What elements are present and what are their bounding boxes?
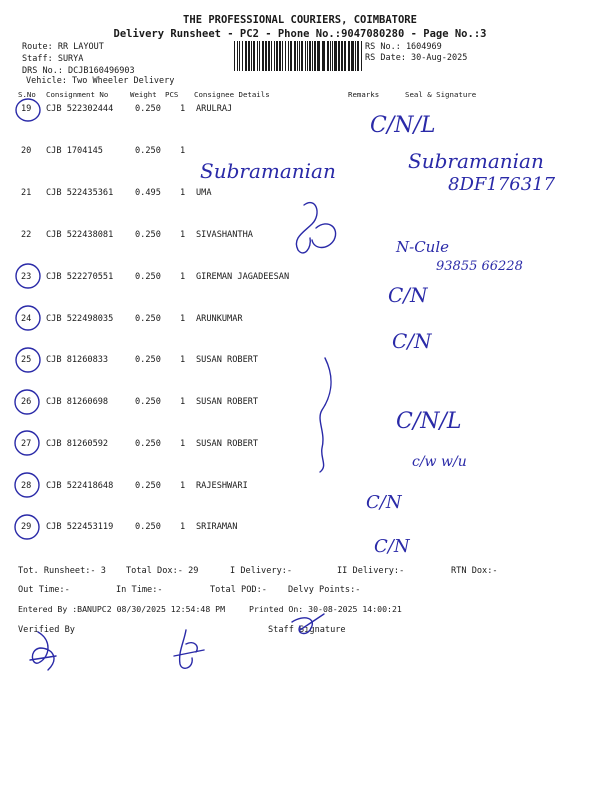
row-pcs: 1 — [180, 188, 186, 198]
row-weight: 0.250 — [135, 230, 161, 240]
barcode-bar — [348, 41, 350, 71]
barcode-bar — [285, 41, 286, 71]
barcode-bar — [341, 41, 343, 71]
hw-sig-20: Subramanian — [408, 149, 544, 173]
runsheet-title: Delivery Runsheet - PC2 - Phone No.:9047080280 - Page No.:3 — [113, 28, 487, 40]
verified-by-label: Verified By — [18, 625, 75, 635]
barcode-bar — [239, 41, 240, 71]
row-weight: 0.250 — [135, 146, 161, 156]
row-weight: 0.250 — [135, 439, 161, 449]
barcode-bar — [305, 41, 306, 71]
barcode-image — [234, 41, 362, 71]
drs-number: DRS No.: DCJB160496903 — [22, 66, 135, 76]
delvy-points: Delvy Points:- — [288, 585, 361, 595]
hw-phone-22: 93855 66228 — [436, 259, 523, 274]
row-consignee: GIREMAN JAGADEESAN — [196, 272, 290, 282]
row-weight: 0.250 — [135, 397, 161, 407]
row-consignee: SUSAN ROBERT — [196, 397, 259, 407]
row-pcs: 1 — [180, 439, 186, 449]
barcode-bar — [279, 41, 281, 71]
row-consignment: CJB 81260833 — [46, 355, 109, 365]
hw-cn-29: C/N — [374, 536, 410, 557]
row-consignment: CJB 522438081 — [46, 230, 114, 240]
row-weight: 0.250 — [135, 522, 161, 532]
barcode-bar — [294, 41, 296, 71]
row-sno: 20 — [21, 146, 32, 156]
barcode-bar — [317, 41, 320, 71]
barcode-bar — [357, 41, 359, 71]
col-sno: S.No — [18, 90, 36, 99]
barcode-bar — [265, 41, 267, 71]
printed-on: Printed On: 30-08-2025 14:00:21 — [249, 604, 402, 614]
hw-num-20: 8DF176317 — [448, 174, 556, 195]
barcode-bar — [251, 41, 252, 71]
entered-by: Entered By :BANUPC2 08/30/2025 12:54:48 PM — [18, 604, 226, 614]
barcode-bar — [248, 41, 250, 71]
hw-cnl-26: C/N/L — [396, 409, 462, 434]
barcode-bar — [322, 41, 325, 71]
barcode-bar — [262, 41, 264, 71]
col-remarks: Remarks — [348, 90, 380, 99]
row-sno: 29 — [21, 522, 32, 532]
barcode-bar — [276, 41, 278, 71]
barcode-bar — [299, 41, 300, 71]
hw-cn-24: C/N — [392, 329, 432, 353]
barcode-bar — [288, 41, 289, 71]
staff-label: Staff: SURYA — [22, 54, 84, 64]
barcode-bar — [237, 41, 238, 71]
barcode-bar — [314, 41, 316, 71]
signature-scribble — [296, 203, 335, 253]
row-pcs: 1 — [180, 481, 186, 491]
barcode-bar — [351, 41, 354, 71]
barcode-bar — [344, 41, 346, 71]
rtn-dox: RTN Dox:- — [451, 566, 498, 576]
verified-signature — [30, 632, 56, 670]
row-sno: 21 — [21, 188, 32, 198]
row-consignee: SIVASHANTHA — [196, 230, 253, 240]
barcode-bar — [259, 41, 260, 71]
row-consignment: CJB 81260592 — [46, 439, 109, 449]
row-consignment: CJB 522453119 — [46, 522, 114, 532]
row-sno: 23 — [21, 272, 32, 282]
hw-name-20: Subramanian — [200, 159, 336, 183]
col-weight: Weight — [130, 90, 157, 99]
row-consignment: CJB 522418648 — [46, 481, 114, 491]
row-consignee: SRIRAMAN — [196, 522, 238, 532]
row-weight: 0.250 — [135, 314, 161, 324]
hw-cn-28: C/N — [366, 492, 402, 513]
barcode-bar — [301, 41, 303, 71]
row-consignee: RAJESHWARI — [196, 481, 248, 491]
row-weight: 0.495 — [135, 188, 161, 198]
barcode-bar — [234, 41, 235, 71]
row-pcs: 1 — [180, 355, 186, 365]
row-weight: 0.250 — [135, 272, 161, 282]
row-weight: 0.250 — [135, 104, 161, 114]
hw-note-22: N-Cule — [396, 238, 450, 256]
tot-runsheet: Tot. Runsheet:- 3 — [18, 566, 106, 576]
barcode-bar — [332, 41, 333, 71]
route-label: Route: RR LAYOUT — [22, 42, 104, 52]
row-sno: 26 — [21, 397, 32, 407]
barcode-bar — [327, 41, 329, 71]
col-seal-signature: Seal & Signature — [405, 90, 477, 99]
barcode-bar — [361, 41, 362, 71]
company-title: THE PROFESSIONAL COURIERS, COIMBATORE — [183, 14, 417, 26]
barcode-bar — [274, 41, 275, 71]
barcode-bar — [253, 41, 255, 71]
row-consignee: ARULRAJ — [196, 104, 233, 114]
barcode-bar — [334, 41, 337, 71]
row-consignee: SUSAN ROBERT — [196, 355, 259, 365]
row-pcs: 1 — [180, 272, 186, 282]
row-consignee: SUSAN ROBERT — [196, 439, 259, 449]
total-dox: Total Dox:- 29 — [126, 566, 199, 576]
row-consignment: CJB 522302444 — [46, 104, 114, 114]
barcode-bar — [309, 41, 311, 71]
barcode-bar — [282, 41, 283, 71]
barcode-bar — [312, 41, 313, 71]
barcode-bar — [257, 41, 258, 71]
row-consignee: ARUNKUMAR — [196, 314, 243, 324]
barcode-bar — [338, 41, 340, 71]
hw-cn-23: C/N — [388, 283, 428, 307]
rs-date: RS Date: 30-Aug-2025 — [365, 53, 468, 63]
row-weight: 0.250 — [135, 481, 161, 491]
barcode-bar — [290, 41, 292, 71]
row-sno: 19 — [21, 104, 32, 114]
rs-number: RS No.: 1604969 — [365, 42, 442, 52]
barcode-bar — [271, 41, 272, 71]
initials-signature — [174, 630, 204, 668]
row-consignee: UMA — [196, 188, 212, 198]
row-pcs: 1 — [180, 314, 186, 324]
signature-brace — [320, 358, 331, 472]
barcode-bar — [268, 41, 270, 71]
col-consignee: Consignee Details — [194, 90, 270, 99]
row-pcs: 1 — [180, 522, 186, 532]
row-consignment: CJB 522270551 — [46, 272, 114, 282]
hw-note-27: c/w w/u — [412, 454, 467, 470]
row-weight: 0.250 — [135, 355, 161, 365]
ii-delivery: II Delivery:- — [337, 566, 405, 576]
col-pcs: PCS — [165, 90, 179, 99]
row-sno: 28 — [21, 481, 32, 491]
barcode-bar — [330, 41, 331, 71]
barcode-bar — [307, 41, 308, 71]
barcode-bar — [245, 41, 247, 71]
row-pcs: 1 — [180, 104, 186, 114]
row-sno: 25 — [21, 355, 32, 365]
row-sno: 22 — [21, 230, 32, 240]
row-pcs: 1 — [180, 146, 186, 156]
barcode-bar — [355, 41, 356, 71]
row-consignment: CJB 81260698 — [46, 397, 109, 407]
col-consignment: Consignment No — [46, 90, 109, 99]
barcode-bar — [297, 41, 298, 71]
barcode-bar — [242, 41, 243, 71]
in-time: In Time:- — [116, 585, 163, 595]
row-consignment: CJB 522498035 — [46, 314, 114, 324]
total-pod: Total POD:- — [210, 585, 267, 595]
out-time: Out Time:- — [18, 585, 70, 595]
row-consignment: CJB 1704145 — [46, 146, 103, 156]
hw-cnl-19: C/N/L — [370, 113, 436, 138]
row-sno: 24 — [21, 314, 32, 324]
row-consignment: CJB 522435361 — [46, 188, 114, 198]
i-delivery: I Delivery:- — [230, 566, 293, 576]
vehicle-label: Vehicle: Two Wheeler Delivery — [26, 76, 175, 86]
row-pcs: 1 — [180, 397, 186, 407]
row-sno: 27 — [21, 439, 32, 449]
row-pcs: 1 — [180, 230, 186, 240]
staff-signature-label: Staff Signature — [268, 625, 346, 635]
